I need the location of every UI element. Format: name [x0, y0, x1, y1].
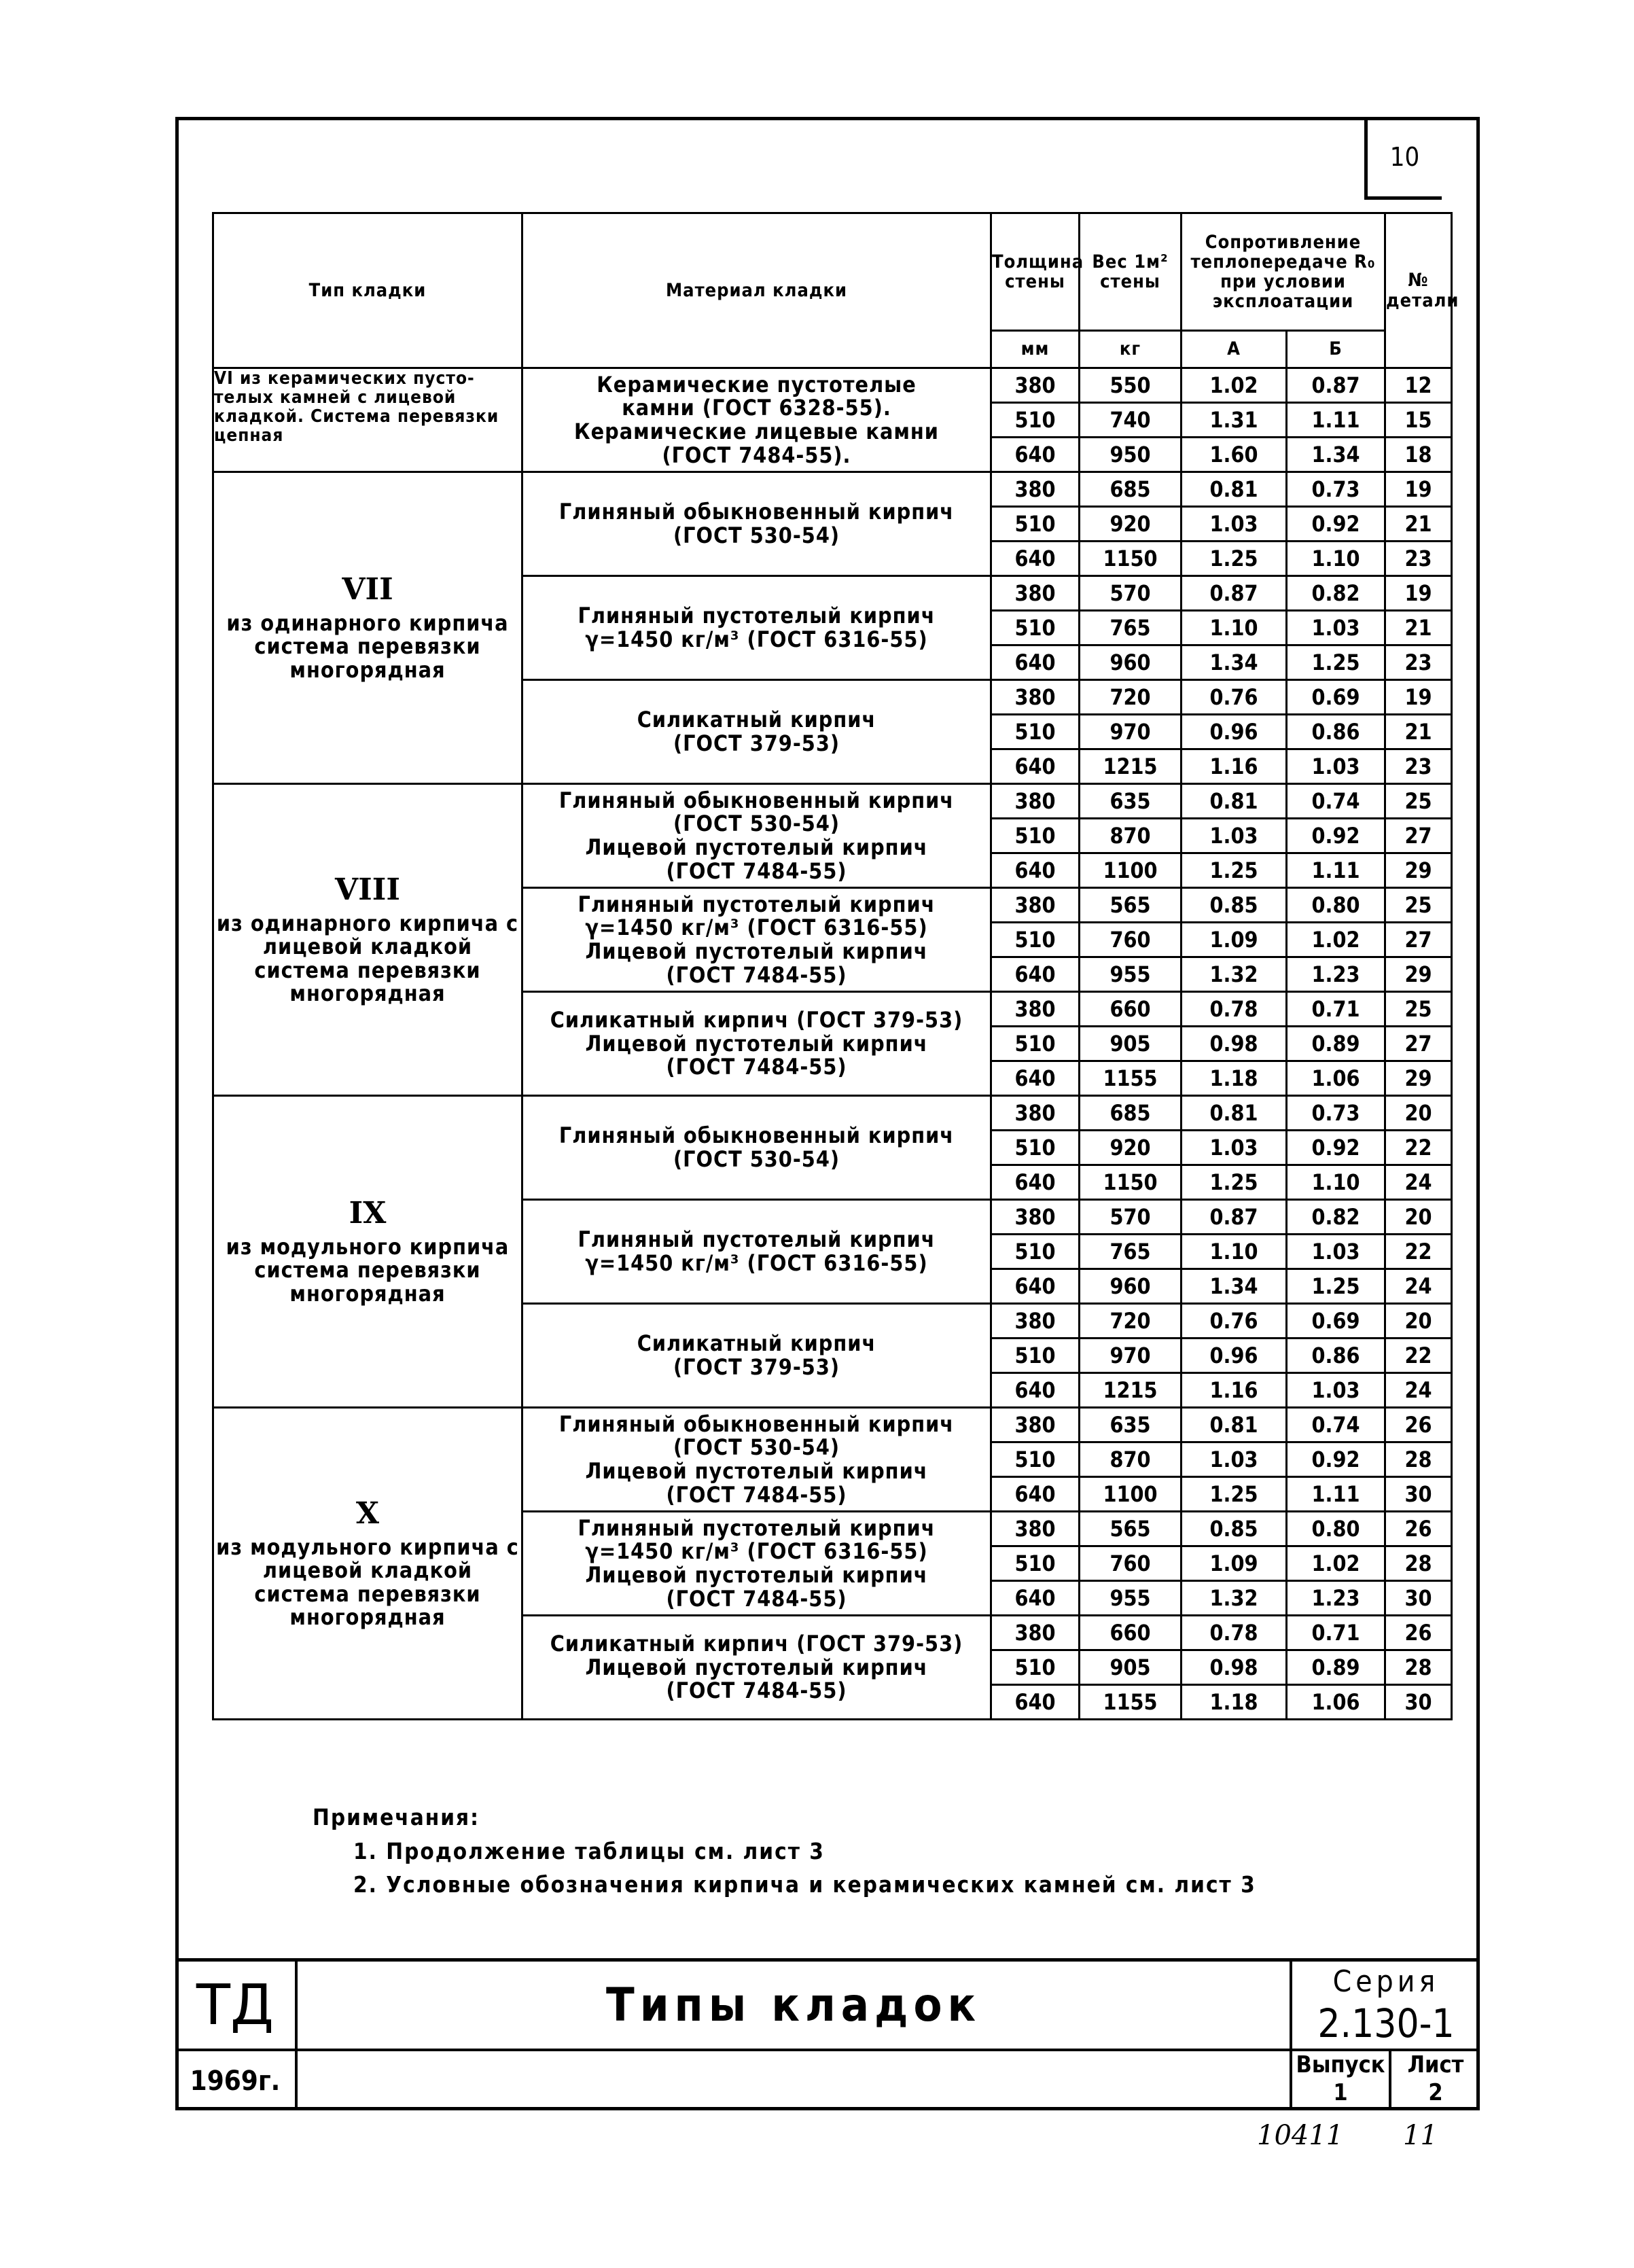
weight-cell: 765	[1080, 611, 1182, 645]
material-cell	[522, 1200, 991, 1304]
material-line: γ=1450 кг/м³ (ГОСТ 6316-55)	[585, 626, 928, 652]
resistance-a-cell: 1.02	[1182, 368, 1287, 403]
sheet-cell	[1391, 2051, 1480, 2110]
header-resistance: Сопротивление теплопередаче R₀ при условии эксплоатации	[1182, 213, 1385, 331]
thickness-cell: 640	[991, 853, 1080, 888]
detail-number-cell: 18	[1385, 438, 1452, 472]
detail-number-cell: 19	[1385, 680, 1452, 715]
resistance-a-cell: 1.03	[1182, 819, 1287, 853]
page-number: 10	[1364, 117, 1442, 200]
note-item: 1. Продолжение таблицы см. лист 3	[353, 1837, 825, 1864]
resistance-b-cell: 1.23	[1287, 957, 1385, 992]
material-cell	[522, 1512, 991, 1616]
weight-cell: 905	[1080, 1650, 1182, 1685]
material-cell	[522, 472, 991, 576]
resistance-a-cell: 1.03	[1182, 1442, 1287, 1477]
org-mark: ТД	[175, 1962, 298, 2051]
weight-cell: 1100	[1080, 1477, 1182, 1512]
detail-number-cell: 15	[1385, 403, 1452, 438]
document-title: Типы кладок	[298, 1962, 1290, 2051]
resistance-b-cell: 0.71	[1287, 992, 1385, 1027]
resistance-a-cell: 0.98	[1182, 1650, 1287, 1685]
thickness-cell: 380	[991, 784, 1080, 819]
material-line: Глиняный пустотелый кирпич	[578, 1226, 936, 1253]
series-value: 2.130-1	[1317, 2000, 1455, 2046]
material-line: Лицевой пустотелый кирпич	[585, 834, 928, 860]
weight-cell: 635	[1080, 784, 1182, 819]
header-detail: № детали	[1385, 213, 1452, 368]
resistance-a-cell: 0.76	[1182, 680, 1287, 715]
resistance-b-cell: 0.89	[1287, 1650, 1385, 1685]
weight-cell: 760	[1080, 923, 1182, 957]
material-line: Глиняный пустотелый кирпич	[578, 891, 936, 917]
resistance-a-cell: 1.09	[1182, 1546, 1287, 1581]
resistance-a-cell: 0.96	[1182, 1339, 1287, 1373]
weight-cell: 960	[1080, 1269, 1182, 1304]
thickness-cell: 510	[991, 819, 1080, 853]
resistance-b-cell: 0.86	[1287, 715, 1385, 749]
table-row	[213, 1408, 1452, 1442]
resistance-a-cell: 1.25	[1182, 1165, 1287, 1200]
resistance-b-cell: 1.03	[1287, 611, 1385, 645]
weight-cell: 1215	[1080, 749, 1182, 784]
weight-cell: 720	[1080, 1304, 1182, 1339]
detail-number-cell: 24	[1385, 1269, 1452, 1304]
resistance-b-cell: 1.34	[1287, 438, 1385, 472]
detail-number-cell: 25	[1385, 784, 1452, 819]
detail-number-cell: 20	[1385, 1304, 1452, 1339]
title-block	[175, 1958, 1480, 2110]
weight-cell: 960	[1080, 645, 1182, 680]
thickness-cell: 640	[991, 1581, 1080, 1616]
thickness-cell: 640	[991, 1165, 1080, 1200]
thickness-cell: 640	[991, 542, 1080, 576]
thickness-cell: 380	[991, 472, 1080, 507]
material-cell	[522, 888, 991, 992]
resistance-b-cell: 0.82	[1287, 1200, 1385, 1235]
series-cell	[1290, 1962, 1480, 2051]
resistance-a-cell: 0.81	[1182, 472, 1287, 507]
detail-number-cell: 27	[1385, 1027, 1452, 1061]
resistance-b-cell: 1.06	[1287, 1685, 1385, 1720]
masonry-type-cell	[213, 1408, 522, 1720]
resistance-a-cell: 0.85	[1182, 888, 1287, 923]
material-line: Глиняный обыкновенный кирпич	[558, 787, 955, 813]
resistance-a-cell: 1.32	[1182, 1581, 1287, 1616]
resistance-a-cell: 0.78	[1182, 1616, 1287, 1650]
material-line: Силикатный кирпич (ГОСТ 379-53)	[550, 1631, 963, 1657]
resistance-a-cell: 1.16	[1182, 749, 1287, 784]
weight-cell: 760	[1080, 1546, 1182, 1581]
material-line: Лицевой пустотелый кирпич	[585, 1654, 928, 1680]
detail-number-cell: 23	[1385, 542, 1452, 576]
weight-cell: 660	[1080, 992, 1182, 1027]
resistance-a-cell: 1.10	[1182, 1235, 1287, 1269]
resistance-b-cell: 1.25	[1287, 1269, 1385, 1304]
resistance-a-cell: 1.03	[1182, 507, 1287, 542]
material-line: (ГОСТ 7484-55).	[662, 442, 851, 468]
resistance-b-cell: 0.73	[1287, 1096, 1385, 1131]
weight-cell: 685	[1080, 1096, 1182, 1131]
weight-cell: 1150	[1080, 542, 1182, 576]
year: 1969г.	[175, 2051, 298, 2110]
weight-cell: 1215	[1080, 1373, 1182, 1408]
material-line: (ГОСТ 530-54)	[673, 522, 840, 548]
detail-number-cell: 25	[1385, 992, 1452, 1027]
sheet-label: Лист	[1407, 2051, 1464, 2078]
thickness-cell: 510	[991, 403, 1080, 438]
material-cell	[522, 1408, 991, 1512]
material-cell	[522, 680, 991, 784]
material-line: Глиняный обыкновенный кирпич	[558, 1122, 955, 1149]
weight-cell: 870	[1080, 819, 1182, 853]
detail-number-cell: 30	[1385, 1685, 1452, 1720]
resistance-b-cell: 0.89	[1287, 1027, 1385, 1061]
header-material: Материал кладки	[522, 213, 991, 368]
weight-cell: 905	[1080, 1027, 1182, 1061]
detail-number-cell: 23	[1385, 749, 1452, 784]
table-row	[213, 1096, 1452, 1131]
thickness-cell: 510	[991, 1235, 1080, 1269]
material-line: Керамические пустотелые	[597, 371, 917, 397]
material-line: камни (ГОСТ 6328-55).	[622, 395, 891, 421]
resistance-b-cell: 0.86	[1287, 1339, 1385, 1373]
thickness-cell: 510	[991, 1442, 1080, 1477]
material-cell	[522, 1096, 991, 1200]
resistance-a-cell: 1.31	[1182, 403, 1287, 438]
handwritten-mark: 11	[1403, 2120, 1438, 2151]
detail-number-cell: 29	[1385, 853, 1452, 888]
weight-cell: 1150	[1080, 1165, 1182, 1200]
resistance-b-cell: 0.92	[1287, 819, 1385, 853]
resistance-a-cell: 0.96	[1182, 715, 1287, 749]
thickness-cell: 510	[991, 611, 1080, 645]
resistance-b-cell: 0.69	[1287, 1304, 1385, 1339]
material-line: γ=1450 кг/м³ (ГОСТ 6316-55)	[585, 1538, 928, 1565]
detail-number-cell: 23	[1385, 645, 1452, 680]
thickness-cell: 380	[991, 576, 1080, 611]
thickness-cell: 510	[991, 923, 1080, 957]
masonry-types-table	[212, 212, 1459, 1720]
resistance-a-cell: 1.32	[1182, 957, 1287, 992]
table-body	[213, 368, 1452, 1720]
issue-cell	[1290, 2051, 1391, 2110]
thickness-cell: 380	[991, 368, 1080, 403]
masonry-type-number: VII	[342, 572, 393, 607]
detail-number-cell: 29	[1385, 1061, 1452, 1096]
thickness-cell: 510	[991, 507, 1080, 542]
material-line: Глиняный пустотелый кирпич	[578, 1514, 936, 1541]
weight-cell: 660	[1080, 1616, 1182, 1650]
thickness-cell: 640	[991, 749, 1080, 784]
weight-cell: 955	[1080, 957, 1182, 992]
masonry-type-cell	[213, 784, 522, 1096]
resistance-a-cell: 1.25	[1182, 853, 1287, 888]
resistance-a-cell: 0.85	[1182, 1512, 1287, 1546]
thickness-cell: 380	[991, 1408, 1080, 1442]
thickness-cell: 510	[991, 1027, 1080, 1061]
masonry-type-cell	[213, 1096, 522, 1408]
masonry-type-number: X	[355, 1496, 380, 1531]
thickness-cell: 380	[991, 992, 1080, 1027]
header-resistance-b: Б	[1287, 331, 1385, 368]
material-line: Силикатный кирпич	[637, 1330, 876, 1357]
material-line: Керамические лицевые камни	[574, 419, 939, 444]
resistance-b-cell: 1.10	[1287, 1165, 1385, 1200]
resistance-b-cell: 1.06	[1287, 1061, 1385, 1096]
masonry-type-description: из модульного кирпича с лицевой кладкой система перевязки многорядная	[216, 1534, 519, 1631]
resistance-b-cell: 1.11	[1287, 403, 1385, 438]
weight-cell: 565	[1080, 1512, 1182, 1546]
notes	[313, 1801, 1256, 1902]
series-label: Серия	[1332, 1964, 1440, 1999]
thickness-cell: 380	[991, 1200, 1080, 1235]
detail-number-cell: 21	[1385, 611, 1452, 645]
handwritten-number: 10411	[1257, 2120, 1344, 2151]
detail-number-cell: 26	[1385, 1512, 1452, 1546]
material-line: (ГОСТ 379-53)	[673, 730, 840, 756]
thickness-cell: 380	[991, 1512, 1080, 1546]
material-line: (ГОСТ 7484-55)	[666, 1054, 847, 1080]
header-thickness-unit: мм	[991, 331, 1080, 368]
issue-value: 1	[1333, 2078, 1348, 2106]
material-cell	[522, 992, 991, 1096]
resistance-b-cell: 0.74	[1287, 1408, 1385, 1442]
material-cell	[522, 1304, 991, 1408]
masonry-type-description: из модульного кирпича система перевязки многорядная	[226, 1233, 510, 1307]
material-line: (ГОСТ 7484-55)	[666, 857, 847, 884]
thickness-cell: 510	[991, 715, 1080, 749]
resistance-b-cell: 1.02	[1287, 1546, 1385, 1581]
masonry-type-cell	[213, 472, 522, 784]
resistance-a-cell: 1.10	[1182, 611, 1287, 645]
resistance-b-cell: 1.03	[1287, 1235, 1385, 1269]
resistance-b-cell: 0.69	[1287, 680, 1385, 715]
header-weight: Вес 1м² стены	[1080, 213, 1182, 331]
sheet-value: 2	[1428, 2078, 1443, 2106]
resistance-b-cell: 1.10	[1287, 542, 1385, 576]
detail-number-cell: 29	[1385, 957, 1452, 992]
table-row	[213, 784, 1452, 819]
table-row	[213, 368, 1452, 403]
resistance-b-cell: 0.82	[1287, 576, 1385, 611]
material-line: Силикатный кирпич	[637, 707, 876, 733]
masonry-type-description: VI из керамических пусто-телых камней с лицевой кладкой. Система перевязки цепная	[214, 368, 499, 446]
weight-cell: 920	[1080, 1131, 1182, 1165]
resistance-a-cell: 0.87	[1182, 1200, 1287, 1235]
resistance-b-cell: 0.74	[1287, 784, 1385, 819]
resistance-a-cell: 0.81	[1182, 1408, 1287, 1442]
material-line: Лицевой пустотелый кирпич	[585, 1030, 928, 1057]
material-line: (ГОСТ 530-54)	[673, 1146, 840, 1172]
thickness-cell: 380	[991, 1616, 1080, 1650]
weight-cell: 550	[1080, 368, 1182, 403]
detail-number-cell: 22	[1385, 1339, 1452, 1373]
material-line: γ=1450 кг/м³ (ГОСТ 6316-55)	[585, 1250, 928, 1276]
resistance-a-cell: 1.25	[1182, 542, 1287, 576]
header-thickness: Толщина стены	[991, 213, 1080, 331]
thickness-cell: 510	[991, 1339, 1080, 1373]
detail-number-cell: 27	[1385, 819, 1452, 853]
resistance-b-cell: 0.92	[1287, 1442, 1385, 1477]
weight-cell: 635	[1080, 1408, 1182, 1442]
material-line: Глиняный обыкновенный кирпич	[558, 499, 955, 525]
resistance-a-cell: 1.03	[1182, 1131, 1287, 1165]
resistance-a-cell: 1.09	[1182, 923, 1287, 957]
detail-number-cell: 21	[1385, 507, 1452, 542]
notes-title: Примечания:	[313, 1804, 480, 1830]
thickness-cell: 510	[991, 1546, 1080, 1581]
resistance-a-cell: 1.16	[1182, 1373, 1287, 1408]
material-line: (ГОСТ 530-54)	[673, 811, 840, 837]
resistance-b-cell: 0.87	[1287, 368, 1385, 403]
weight-cell: 570	[1080, 1200, 1182, 1235]
detail-number-cell: 24	[1385, 1165, 1452, 1200]
resistance-a-cell: 1.60	[1182, 438, 1287, 472]
masonry-type-description: из одинарного кирпича система перевязки многорядная	[226, 609, 509, 684]
material-cell	[522, 784, 991, 888]
material-line: Лицевой пустотелый кирпич	[585, 938, 928, 964]
table-row	[213, 472, 1452, 507]
resistance-a-cell: 1.34	[1182, 1269, 1287, 1304]
detail-number-cell: 27	[1385, 923, 1452, 957]
weight-cell: 720	[1080, 680, 1182, 715]
thickness-cell: 640	[991, 1269, 1080, 1304]
header-type: Тип кладки	[213, 213, 522, 368]
thickness-cell: 640	[991, 1477, 1080, 1512]
material-line: γ=1450 кг/м³ (ГОСТ 6316-55)	[585, 915, 928, 941]
resistance-a-cell: 1.25	[1182, 1477, 1287, 1512]
weight-cell: 870	[1080, 1442, 1182, 1477]
detail-number-cell: 28	[1385, 1546, 1452, 1581]
weight-cell: 1155	[1080, 1061, 1182, 1096]
detail-number-cell: 12	[1385, 368, 1452, 403]
resistance-b-cell: 1.25	[1287, 645, 1385, 680]
resistance-a-cell: 0.76	[1182, 1304, 1287, 1339]
detail-number-cell: 28	[1385, 1442, 1452, 1477]
resistance-a-cell: 0.81	[1182, 784, 1287, 819]
header-weight-unit: кг	[1080, 331, 1182, 368]
material-line: Силикатный кирпич (ГОСТ 379-53)	[550, 1007, 963, 1033]
detail-number-cell: 22	[1385, 1131, 1452, 1165]
resistance-b-cell: 0.92	[1287, 1131, 1385, 1165]
material-line: Лицевой пустотелый кирпич	[585, 1458, 928, 1484]
weight-cell: 950	[1080, 438, 1182, 472]
resistance-b-cell: 0.80	[1287, 888, 1385, 923]
material-line: (ГОСТ 7484-55)	[666, 961, 847, 988]
detail-number-cell: 20	[1385, 1200, 1452, 1235]
material-line: (ГОСТ 7484-55)	[666, 1481, 847, 1508]
detail-number-cell: 19	[1385, 472, 1452, 507]
resistance-b-cell: 1.03	[1287, 749, 1385, 784]
resistance-b-cell: 0.71	[1287, 1616, 1385, 1650]
detail-number-cell: 20	[1385, 1096, 1452, 1131]
weight-cell: 1100	[1080, 853, 1182, 888]
resistance-b-cell: 0.92	[1287, 507, 1385, 542]
weight-cell: 685	[1080, 472, 1182, 507]
thickness-cell: 380	[991, 1304, 1080, 1339]
material-line: (ГОСТ 530-54)	[673, 1434, 840, 1461]
resistance-b-cell: 1.11	[1287, 1477, 1385, 1512]
resistance-a-cell: 1.18	[1182, 1061, 1287, 1096]
detail-number-cell: 30	[1385, 1477, 1452, 1512]
thickness-cell: 380	[991, 1096, 1080, 1131]
material-line: Глиняный пустотелый кирпич	[578, 603, 936, 629]
material-line: (ГОСТ 379-53)	[673, 1354, 840, 1380]
weight-cell: 970	[1080, 1339, 1182, 1373]
thickness-cell: 380	[991, 680, 1080, 715]
thickness-cell: 380	[991, 888, 1080, 923]
detail-number-cell: 21	[1385, 715, 1452, 749]
resistance-a-cell: 1.18	[1182, 1685, 1287, 1720]
detail-number-cell: 26	[1385, 1408, 1452, 1442]
weight-cell: 565	[1080, 888, 1182, 923]
detail-number-cell: 30	[1385, 1581, 1452, 1616]
thickness-cell: 640	[991, 1685, 1080, 1720]
thickness-cell: 640	[991, 1061, 1080, 1096]
weight-cell: 1155	[1080, 1685, 1182, 1720]
masonry-type-number: IX	[349, 1196, 387, 1231]
detail-number-cell: 24	[1385, 1373, 1452, 1408]
resistance-a-cell: 0.98	[1182, 1027, 1287, 1061]
resistance-a-cell: 1.34	[1182, 645, 1287, 680]
header-resistance-a: А	[1182, 331, 1287, 368]
weight-cell: 570	[1080, 576, 1182, 611]
thickness-cell: 640	[991, 645, 1080, 680]
detail-number-cell: 19	[1385, 576, 1452, 611]
weight-cell: 970	[1080, 715, 1182, 749]
detail-number-cell: 26	[1385, 1616, 1452, 1650]
material-cell	[522, 1616, 991, 1720]
thickness-cell: 640	[991, 438, 1080, 472]
material-line: (ГОСТ 7484-55)	[666, 1585, 847, 1612]
resistance-a-cell: 0.78	[1182, 992, 1287, 1027]
material-line: (ГОСТ 7484-55)	[666, 1678, 847, 1704]
resistance-b-cell: 0.80	[1287, 1512, 1385, 1546]
weight-cell: 740	[1080, 403, 1182, 438]
thickness-cell: 510	[991, 1650, 1080, 1685]
material-line: Глиняный обыкновенный кирпич	[558, 1411, 955, 1437]
detail-number-cell: 25	[1385, 888, 1452, 923]
material-cell	[522, 368, 991, 472]
masonry-type-cell	[213, 368, 522, 472]
resistance-b-cell: 1.23	[1287, 1581, 1385, 1616]
thickness-cell: 640	[991, 1373, 1080, 1408]
material-line: Лицевой пустотелый кирпич	[585, 1562, 928, 1588]
resistance-b-cell: 1.11	[1287, 853, 1385, 888]
masonry-type-description: из одинарного кирпича с лицевой кладкой система перевязки многорядная	[216, 910, 519, 1007]
resistance-b-cell: 0.73	[1287, 472, 1385, 507]
resistance-a-cell: 0.87	[1182, 576, 1287, 611]
resistance-b-cell: 1.03	[1287, 1373, 1385, 1408]
issue-label: Выпуск	[1296, 2051, 1385, 2078]
weight-cell: 920	[1080, 507, 1182, 542]
resistance-b-cell: 1.02	[1287, 923, 1385, 957]
thickness-cell: 640	[991, 957, 1080, 992]
thickness-cell: 510	[991, 1131, 1080, 1165]
detail-number-cell: 22	[1385, 1235, 1452, 1269]
detail-number-cell: 28	[1385, 1650, 1452, 1685]
material-cell	[522, 576, 991, 680]
resistance-a-cell: 0.81	[1182, 1096, 1287, 1131]
weight-cell: 955	[1080, 1581, 1182, 1616]
note-item: 2. Условные обозначения кирпича и керамических камней см. лист 3	[353, 1871, 1256, 1898]
masonry-type-number: VIII	[335, 872, 400, 908]
weight-cell: 765	[1080, 1235, 1182, 1269]
